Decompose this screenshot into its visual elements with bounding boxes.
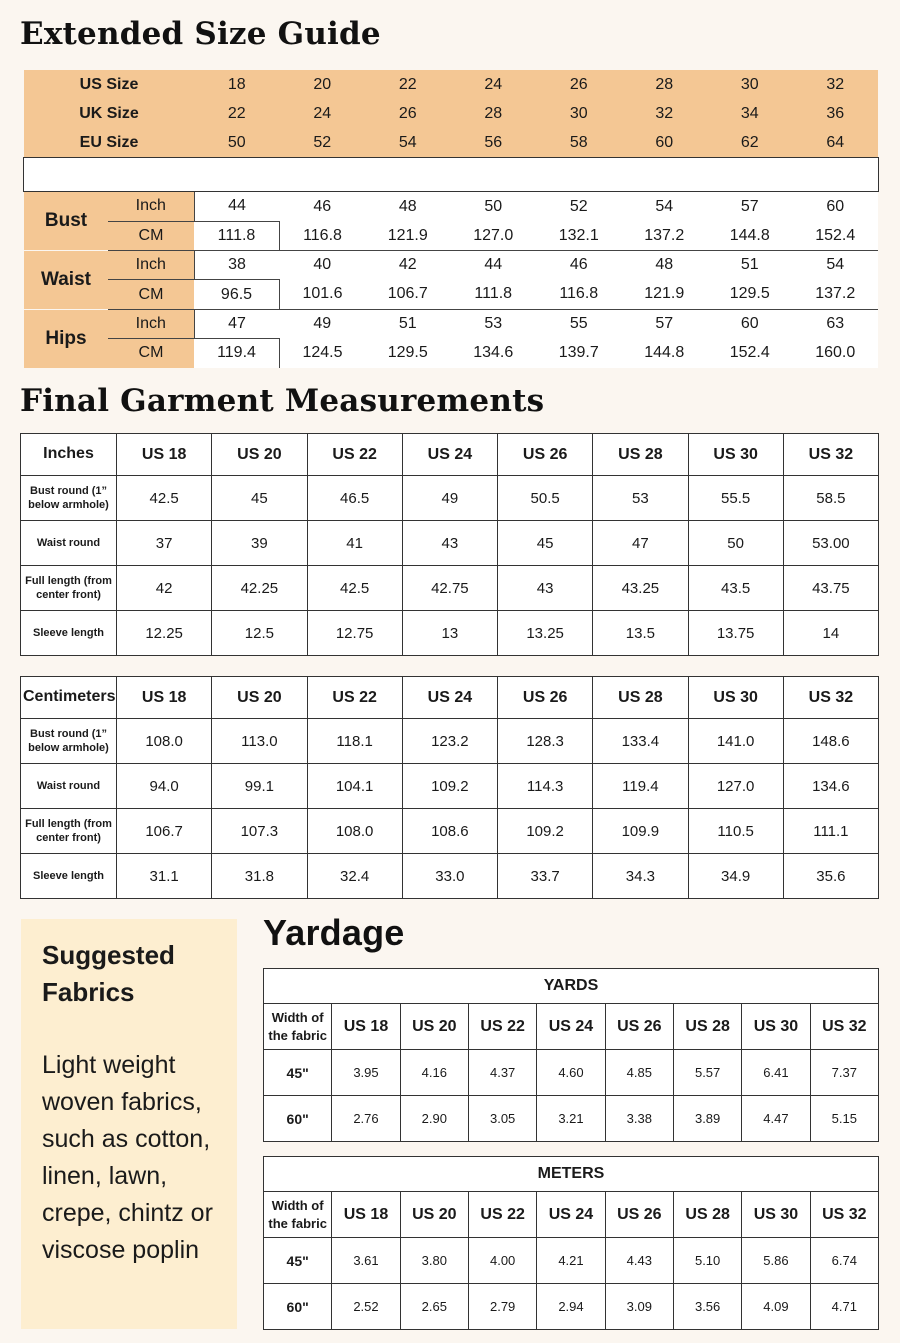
yardage-row [264, 1284, 879, 1330]
measurement-value: 55 [569, 315, 588, 333]
garment-row-label: Waist round [21, 764, 117, 809]
garment-value: 50.5 [498, 476, 593, 521]
garment-value: 128.3 [498, 719, 593, 764]
measurement-value: 49 [313, 315, 332, 333]
garment-value: 148.6 [783, 719, 878, 764]
yardage-value: 2.94 [537, 1284, 605, 1330]
yardage-value: 3.56 [673, 1284, 741, 1330]
size-value: 24 [484, 75, 503, 93]
garment-row [21, 719, 879, 764]
yardage-value: 5.86 [742, 1238, 810, 1284]
garment-value: 109.2 [402, 764, 497, 809]
garment-value: 43.25 [593, 566, 688, 611]
garment-value: 99.1 [212, 764, 307, 809]
unit-label: CM [108, 338, 194, 367]
size-value: 64 [826, 133, 845, 151]
garment-row-label: Bust round (1” below armhole) [21, 719, 117, 764]
size-value: 24 [313, 104, 332, 122]
yardage-value: 4.43 [605, 1238, 673, 1284]
yardage-size-header: US 28 [673, 1004, 741, 1050]
yardage-caption: METERS [264, 1157, 879, 1192]
garment-value: 32.4 [307, 854, 402, 899]
yardage-corner-label: Width of the fabric [264, 1192, 332, 1238]
garment-value: 42 [117, 566, 212, 611]
garment-value: 43 [402, 521, 497, 566]
measurement-value: 116.8 [536, 280, 622, 309]
unit-label: Inch [108, 309, 194, 338]
yardage-value: 2.79 [468, 1284, 536, 1330]
garment-value: 13.75 [688, 611, 783, 656]
measurement-value: 116.8 [280, 221, 366, 250]
measurement-value: 129.5 [707, 280, 793, 309]
size-header-row [24, 70, 878, 99]
measurement-value: 54 [826, 256, 845, 274]
garment-value: 118.1 [307, 719, 402, 764]
garment-value: 12.25 [117, 611, 212, 656]
garment-size-header: US 18 [117, 677, 212, 719]
garment-row [21, 566, 879, 611]
yardage-value: 6.74 [810, 1238, 878, 1284]
garment-size-header: US 28 [593, 434, 688, 476]
size-value: 58 [569, 133, 588, 151]
garment-value: 47 [593, 521, 688, 566]
garment-centimeters-table [20, 676, 879, 899]
yardage-row [264, 1050, 879, 1096]
yardage-size-header: US 22 [468, 1192, 536, 1238]
garment-value: 113.0 [212, 719, 307, 764]
garment-value: 42.75 [402, 566, 497, 611]
yardage-value: 3.61 [332, 1238, 400, 1284]
size-value: 60 [655, 133, 674, 151]
size-value: 50 [227, 133, 246, 151]
size-value: 32 [655, 104, 674, 122]
garment-value: 49 [402, 476, 497, 521]
measurement-value: 42 [398, 256, 417, 274]
garment-value: 114.3 [498, 764, 593, 809]
yardage-value: 4.09 [742, 1284, 810, 1330]
yardage-size-header: US 30 [742, 1192, 810, 1238]
yardage-value: 4.47 [742, 1096, 810, 1142]
yardage-corner-label: Width of the fabric [264, 1004, 332, 1050]
garment-value: 108.6 [402, 809, 497, 854]
yardage-size-header: US 24 [537, 1004, 605, 1050]
size-value: 22 [227, 104, 246, 122]
yardage-value: 3.09 [605, 1284, 673, 1330]
garment-value: 33.0 [402, 854, 497, 899]
yardage-header-row [264, 1004, 879, 1050]
measurement-value: 132.1 [536, 221, 622, 250]
size-value: 36 [826, 104, 845, 122]
garment-value: 127.0 [688, 764, 783, 809]
size-value: 32 [826, 75, 845, 93]
garment-header-row [21, 434, 879, 476]
fabrics-text: Light weight woven fabrics, such as cotton, linen, lawn, crepe, chintz or viscose poplin [42, 1051, 213, 1264]
size-value: 20 [313, 75, 332, 93]
yardage-yards-table [263, 968, 879, 1142]
garment-value: 50 [688, 521, 783, 566]
yardage-caption: YARDS [264, 969, 879, 1004]
garment-corner-label: Inches [21, 434, 117, 476]
size-value: 28 [484, 104, 503, 122]
garment-value: 58.5 [783, 476, 878, 521]
garment-size-header: US 28 [593, 677, 688, 719]
measurement-value: 127.0 [451, 221, 537, 250]
yardage-value: 6.41 [742, 1050, 810, 1096]
measurement-value: 101.6 [280, 280, 366, 309]
measurement-row-cm [24, 280, 878, 309]
yardage-size-header: US 28 [673, 1192, 741, 1238]
yardage-value: 2.65 [400, 1284, 468, 1330]
yardage-value: 3.05 [468, 1096, 536, 1142]
fabric-width-label: 45" [264, 1238, 332, 1284]
size-value: 34 [740, 104, 759, 122]
measurement-row-inch [24, 309, 878, 338]
yardage-value: 5.57 [673, 1050, 741, 1096]
unit-label: CM [108, 221, 194, 250]
yardage-value: 4.00 [468, 1238, 536, 1284]
garment-value: 46.5 [307, 476, 402, 521]
garment-value: 111.1 [783, 809, 878, 854]
garment-value: 42.25 [212, 566, 307, 611]
garment-value: 34.3 [593, 854, 688, 899]
measurement-row-inch [24, 251, 878, 280]
size-header-row [24, 99, 878, 128]
measurement-value: 48 [398, 197, 417, 215]
measurement-value: 63 [826, 315, 845, 333]
size-value: 62 [740, 133, 759, 151]
measurement-value: 119.4 [194, 338, 280, 367]
measurement-value: 44 [484, 256, 503, 274]
unit-label: Inch [108, 192, 194, 221]
garment-value: 12.5 [212, 611, 307, 656]
garment-value: 109.2 [498, 809, 593, 854]
measurement-value: 139.7 [558, 344, 599, 362]
garment-value: 134.6 [783, 764, 878, 809]
yardage-size-header: US 20 [400, 1192, 468, 1238]
garment-row [21, 476, 879, 521]
measurement-value: 54 [655, 197, 674, 215]
measurement-value: 60 [826, 197, 845, 215]
measurement-value: 134.6 [473, 344, 514, 362]
garment-size-header: US 24 [402, 677, 497, 719]
size-value: 18 [227, 75, 246, 93]
garment-row-label: Full length (from center front) [21, 566, 117, 611]
size-system-label: UK Size [79, 104, 139, 122]
garment-value: 110.5 [688, 809, 783, 854]
garment-value: 104.1 [307, 764, 402, 809]
yardage-caption-row [264, 1157, 879, 1192]
garment-value: 13 [402, 611, 497, 656]
measurement-group-label: Waist [24, 251, 108, 310]
garment-value: 42.5 [307, 566, 402, 611]
garment-row [21, 611, 879, 656]
measurement-value: 38 [194, 251, 280, 280]
measurement-value: 121.9 [622, 280, 708, 309]
garment-row-label: Full length (from center front) [21, 809, 117, 854]
garment-value: 35.6 [783, 854, 878, 899]
measurement-value: 53 [484, 315, 503, 333]
suggested-fabrics-box [21, 919, 237, 1329]
garment-value: 31.8 [212, 854, 307, 899]
measurement-value: 46 [569, 256, 588, 274]
garment-value: 141.0 [688, 719, 783, 764]
fabric-width-label: 45" [264, 1050, 332, 1096]
garment-row [21, 764, 879, 809]
fabric-width-label: 60" [264, 1096, 332, 1142]
size-header-row [24, 128, 878, 157]
yardage-size-header: US 32 [810, 1004, 878, 1050]
measurement-value: 50 [484, 197, 503, 215]
measurement-value: 48 [655, 256, 674, 274]
measurement-value: 111.8 [194, 221, 280, 250]
garment-size-header: US 32 [783, 677, 878, 719]
yardage-value: 4.71 [810, 1284, 878, 1330]
yardage-size-header: US 18 [332, 1192, 400, 1238]
yardage-value: 3.21 [537, 1096, 605, 1142]
garment-size-header: US 26 [498, 434, 593, 476]
garment-corner-label: Centimeters [21, 677, 117, 719]
size-header-table [24, 70, 878, 157]
garment-value: 53.00 [783, 521, 878, 566]
garment-row-label: Sleeve length [21, 611, 117, 656]
yardage-size-header: US 24 [537, 1192, 605, 1238]
yardage-size-header: US 20 [400, 1004, 468, 1050]
garment-value: 108.0 [117, 719, 212, 764]
garment-value: 43.5 [688, 566, 783, 611]
measurement-value: 57 [655, 315, 674, 333]
unit-label: Inch [108, 251, 194, 280]
size-value: 26 [398, 104, 417, 122]
yardage-meters-table [263, 1156, 879, 1330]
garment-value: 123.2 [402, 719, 497, 764]
size-guide-title: Extended Size Guide [20, 16, 381, 52]
measurement-value: 106.7 [365, 280, 451, 309]
measurement-value: 60 [740, 315, 759, 333]
measurement-value: 96.5 [194, 280, 280, 309]
garment-row [21, 809, 879, 854]
yardage-value: 3.80 [400, 1238, 468, 1284]
measurement-value: 40 [313, 256, 332, 274]
garment-row [21, 854, 879, 899]
yardage-row [264, 1096, 879, 1142]
measurement-value: 51 [740, 256, 759, 274]
garment-size-header: US 18 [117, 434, 212, 476]
size-value: 54 [398, 133, 417, 151]
garment-value: 119.4 [593, 764, 688, 809]
yardage-value: 4.85 [605, 1050, 673, 1096]
garment-value: 13.5 [593, 611, 688, 656]
garment-row-label: Sleeve length [21, 854, 117, 899]
garment-value: 12.75 [307, 611, 402, 656]
yardage-size-header: US 26 [605, 1192, 673, 1238]
garment-value: 34.9 [688, 854, 783, 899]
garment-value: 41 [307, 521, 402, 566]
measurement-row-inch [24, 192, 878, 221]
measurement-value: 124.5 [280, 338, 366, 367]
yardage-value: 4.60 [537, 1050, 605, 1096]
garment-value: 107.3 [212, 809, 307, 854]
garment-value: 42.5 [117, 476, 212, 521]
measurement-value: 47 [194, 309, 280, 338]
garment-value: 133.4 [593, 719, 688, 764]
garment-size-header: US 24 [402, 434, 497, 476]
garment-row [21, 521, 879, 566]
garment-size-header: US 20 [212, 677, 307, 719]
garment-size-header: US 26 [498, 677, 593, 719]
garment-value: 45 [212, 476, 307, 521]
size-value: 30 [569, 104, 588, 122]
measurement-value: 52 [569, 197, 588, 215]
size-system-label: US Size [79, 75, 139, 93]
measurement-value: 137.2 [793, 280, 879, 309]
garment-size-header: US 20 [212, 434, 307, 476]
yardage-value: 5.15 [810, 1096, 878, 1142]
measurement-value: 152.4 [793, 221, 879, 250]
garment-value: 31.1 [117, 854, 212, 899]
yardage-size-header: US 32 [810, 1192, 878, 1238]
measurement-row-cm [24, 221, 878, 250]
garment-row-label: Waist round [21, 521, 117, 566]
spacer-box [23, 157, 879, 192]
yardage-value: 7.37 [810, 1050, 878, 1096]
unit-label: CM [108, 280, 194, 309]
garment-size-header: US 22 [307, 677, 402, 719]
yardage-value: 5.10 [673, 1238, 741, 1284]
garment-value: 106.7 [117, 809, 212, 854]
size-value: 30 [740, 75, 759, 93]
garment-value: 13.25 [498, 611, 593, 656]
body-measurements-table [24, 192, 878, 368]
garment-value: 45 [498, 521, 593, 566]
size-system-label: EU Size [79, 133, 139, 151]
measurement-value: 111.8 [451, 280, 537, 309]
garment-value: 43 [498, 566, 593, 611]
yardage-value: 3.95 [332, 1050, 400, 1096]
garment-value: 33.7 [498, 854, 593, 899]
garment-value: 14 [783, 611, 878, 656]
garment-value: 109.9 [593, 809, 688, 854]
measurement-row-cm [24, 338, 878, 367]
yardage-header-row [264, 1192, 879, 1238]
garment-size-header: US 22 [307, 434, 402, 476]
garment-row-label: Bust round (1” below armhole) [21, 476, 117, 521]
garment-value: 39 [212, 521, 307, 566]
yardage-size-header: US 18 [332, 1004, 400, 1050]
yardage-value: 2.52 [332, 1284, 400, 1330]
size-value: 28 [655, 75, 674, 93]
garment-size-header: US 30 [688, 434, 783, 476]
measurement-value: 46 [313, 197, 332, 215]
garment-value: 37 [117, 521, 212, 566]
size-value: 26 [569, 75, 588, 93]
measurement-value: 121.9 [365, 221, 451, 250]
garment-inches-table [20, 433, 879, 656]
size-value: 22 [398, 75, 417, 93]
yardage-title: Yardage [263, 912, 405, 953]
measurement-value: 144.8 [644, 344, 685, 362]
yardage-value: 4.37 [468, 1050, 536, 1096]
measurement-value: 137.2 [622, 221, 708, 250]
yardage-size-header: US 30 [742, 1004, 810, 1050]
garment-value: 94.0 [117, 764, 212, 809]
garment-title: Final Garment Measurements [20, 383, 545, 419]
measurement-group-label: Hips [24, 309, 108, 368]
yardage-value: 3.89 [673, 1096, 741, 1142]
yardage-value: 2.76 [332, 1096, 400, 1142]
garment-value: 108.0 [307, 809, 402, 854]
measurement-value: 144.8 [707, 221, 793, 250]
yardage-size-header: US 22 [468, 1004, 536, 1050]
measurement-value: 129.5 [387, 344, 428, 362]
garment-value: 55.5 [688, 476, 783, 521]
fabrics-title: Suggested Fabrics [42, 940, 175, 1007]
garment-size-header: US 30 [688, 677, 783, 719]
yardage-value: 2.90 [400, 1096, 468, 1142]
size-value: 52 [313, 133, 332, 151]
measurement-value: 51 [398, 315, 417, 333]
measurement-value: 152.4 [729, 344, 770, 362]
measurement-value: 57 [740, 197, 759, 215]
size-value: 56 [484, 133, 503, 151]
yardage-value: 3.38 [605, 1096, 673, 1142]
garment-header-row [21, 677, 879, 719]
measurement-group-label: Bust [24, 192, 108, 251]
yardage-size-header: US 26 [605, 1004, 673, 1050]
garment-size-header: US 32 [783, 434, 878, 476]
garment-value: 43.75 [783, 566, 878, 611]
yardage-value: 4.16 [400, 1050, 468, 1096]
measurement-value: 44 [194, 192, 280, 221]
measurement-value: 160.0 [815, 344, 856, 362]
yardage-row [264, 1238, 879, 1284]
yardage-caption-row [264, 969, 879, 1004]
yardage-value: 4.21 [537, 1238, 605, 1284]
garment-value: 53 [593, 476, 688, 521]
fabric-width-label: 60" [264, 1284, 332, 1330]
